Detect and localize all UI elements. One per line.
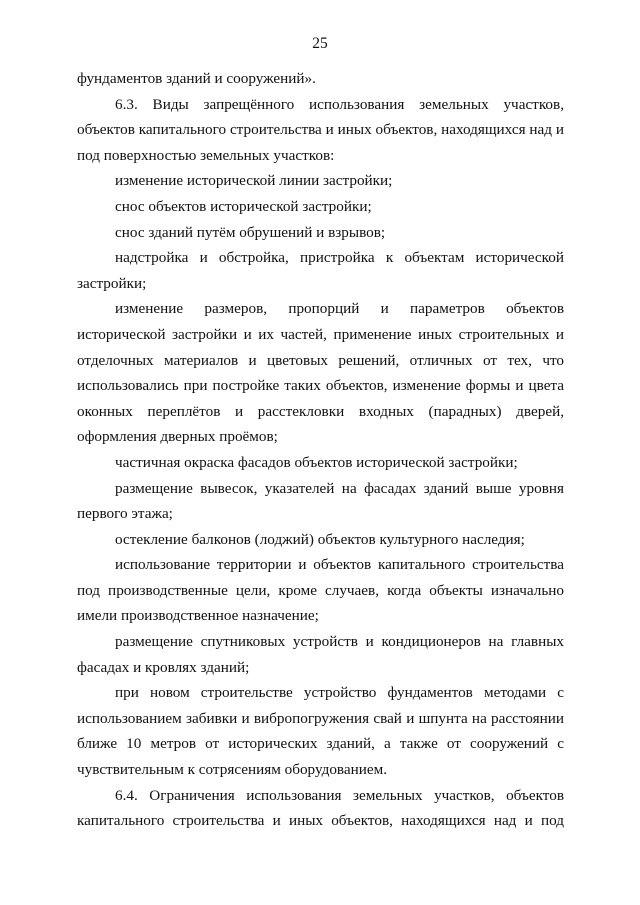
text-line: надстройка и обстройка, пристройка к объектам исторической: [115, 249, 564, 267]
text-line: оконных переплётов и расстекловки входных (парадных) дверей,: [77, 402, 564, 420]
text-line: фасадах и кровлях зданий;: [77, 658, 250, 676]
text-line: ближе 10 метров от исторических зданий, а также от сооружений с: [77, 735, 564, 753]
text-line: 6.3. Виды запрещённого использования земельных участков,: [115, 95, 564, 113]
text-line: под производственные цели, кроме случаев, когда объекты изначально: [77, 581, 564, 599]
text-line: 6.4. Ограничения использования земельных участков, объектов: [115, 786, 564, 804]
paragraph: [77, 476, 564, 527]
text-line: чувствительным к сотрясениям оборудованием.: [77, 761, 388, 779]
paragraph: [77, 92, 564, 169]
paragraph: [77, 168, 564, 194]
text-line: исторической застройки и их частей, применение иных строительных и: [77, 325, 564, 343]
text-line: использованием забивки и вибропогружения свай и шпунта на расстоянии: [77, 709, 564, 727]
text-line: снос зданий путём обрушений и взрывов;: [115, 223, 386, 241]
document-body: [77, 66, 564, 834]
text-line: первого этажа;: [77, 505, 173, 523]
text-line: изменение размеров, пропорций и параметров объектов: [115, 300, 564, 318]
text-line: объектов капитального строительства и иных объектов, находящихся над и: [77, 121, 564, 139]
text-line: капитального строительства и иных объектов, находящихся над и под: [77, 812, 564, 830]
paragraph: [77, 527, 564, 553]
paragraph: [77, 245, 564, 296]
text-line: при новом строительстве устройство фундаментов методами с: [115, 684, 564, 702]
paragraph: [77, 66, 564, 92]
text-line: снос объектов исторической застройки;: [115, 197, 372, 215]
text-line: размещение спутниковых устройств и кондиционеров на главных: [115, 633, 564, 651]
text-line: размещение вывесок, указателей на фасадах зданий выше уровня: [115, 479, 564, 497]
paragraph: [77, 680, 564, 782]
paragraph: [77, 296, 564, 450]
text-line: фундаментов зданий и сооружений».: [77, 70, 316, 87]
text-line: использовались при постройке таких объектов, изменение формы и цвета: [77, 377, 564, 395]
text-line: остекление балконов (лоджий) объектов культурного наследия;: [115, 530, 525, 548]
text-line: изменение исторической линии застройки;: [115, 172, 393, 190]
text-line: под поверхностью земельных участков:: [77, 146, 335, 164]
paragraph: [77, 220, 564, 246]
page-number: 25: [312, 35, 328, 52]
paragraph: [77, 552, 564, 629]
paragraph: [77, 629, 564, 680]
text-line: использование территории и объектов капитального строительства: [115, 556, 564, 574]
paragraph: [77, 783, 564, 834]
paragraph: [77, 194, 564, 220]
text-line: имели производственное назначение;: [77, 607, 319, 625]
text-line: частичная окраска фасадов объектов исторической застройки;: [115, 453, 518, 471]
text-line: отделочных материалов и цветовых решений, отличных от тех, что: [77, 351, 564, 369]
text-line: застройки;: [77, 274, 147, 292]
text-line: оформления дверных проёмов;: [77, 428, 278, 446]
paragraph: [77, 450, 564, 476]
